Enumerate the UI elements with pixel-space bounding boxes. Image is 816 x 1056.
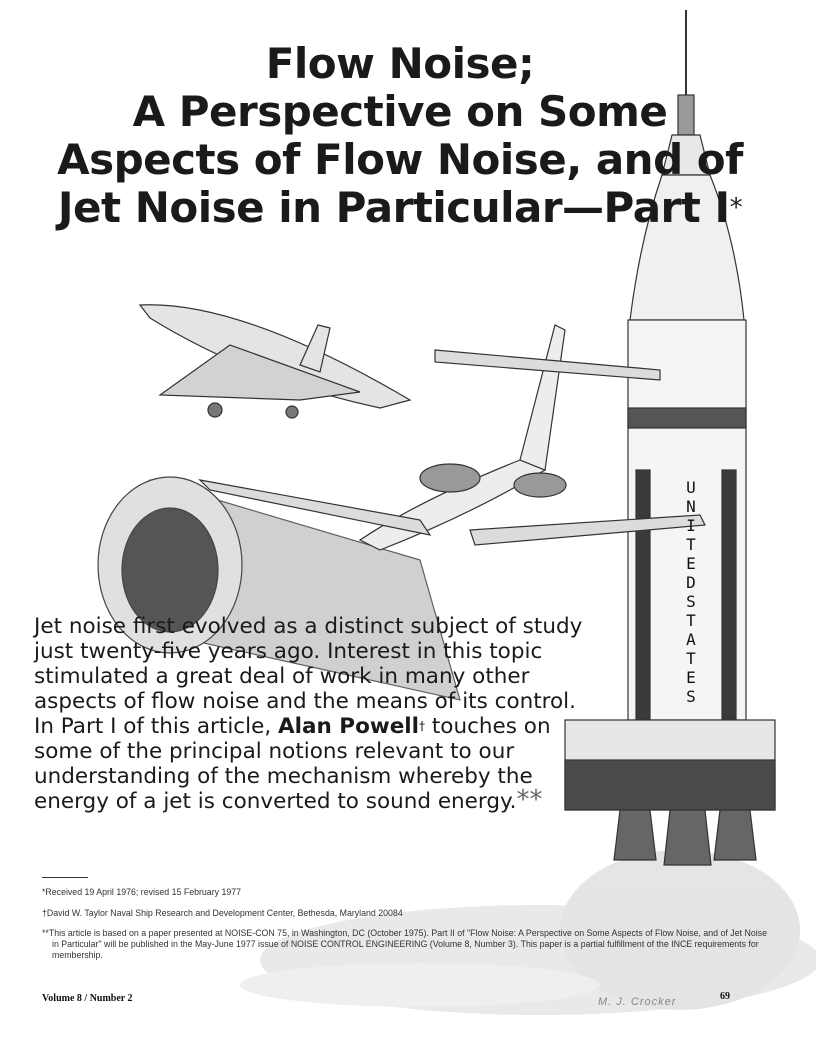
author-footnote-marker: † — [419, 719, 426, 733]
page-number: 69 — [720, 991, 730, 1002]
rocket-letter: S — [686, 592, 696, 611]
title-line-3: Aspects of Flow Noise, and of — [57, 135, 743, 184]
footnote-affiliation: †David W. Taylor Naval Ship Research and Development Center, Bethesda, Maryland 20084 — [42, 908, 403, 918]
rocket-letter: U — [686, 478, 696, 497]
rocket-letter: I — [686, 516, 696, 535]
lead-text-after: touches on some of the principal notions relevant to our understanding of the mechanism whereby the energy of a jet is converted to sound energy. — [34, 714, 551, 814]
title-line-2: A Perspective on Some — [132, 87, 668, 136]
rocket-letter: E — [686, 668, 696, 687]
title-line-4-text: Jet Noise in Particular—Part I — [57, 183, 730, 232]
author-name: Alan Powell — [278, 714, 420, 739]
rocket-letter: T — [686, 649, 696, 668]
rocket-letter: T — [686, 535, 696, 554]
rocket-letter: N — [686, 497, 696, 516]
artist-signature: M. J. Crocker — [598, 996, 677, 1008]
title-footnote-marker: * — [729, 193, 743, 223]
lead-paragraph — [34, 614, 594, 814]
volume-label: Volume 8 / Number 2 — [42, 993, 133, 1004]
title-line-4 — [20, 184, 780, 232]
rocket-lettering — [680, 478, 702, 706]
article-title — [20, 40, 780, 232]
lead-text-before: Jet noise first evolved as a distinct subject of study just twenty-five years ago. Interest in this topic stimulated a great deal of work in many other aspects of flow noise and the means of its control. In Part I of this article, — [34, 614, 583, 739]
footnote-received: *Received 19 April 1976; revised 15 February 1977 — [42, 887, 242, 897]
rocket-letter: D — [686, 573, 696, 592]
rocket-letter: T — [686, 611, 696, 630]
footnote-paper-note: **This article is based on a paper presented at NOISE-CON 75, in Washington, DC (October 1975). Part II of "Flow Noise: A Perspective on Some Aspects of Flow Noise, and of Jet Noise in Particular" will be published in the May-June 1977 issue of NOISE CONTROL ENGINEERING (Volume 8, Number 3). This paper is a partial fulfillment of the INCE requirements for membership. — [42, 928, 767, 960]
rocket-letter: E — [686, 554, 696, 573]
footnote-rule — [42, 877, 88, 878]
supersonic-airliner — [140, 305, 410, 418]
rocket-letter: S — [686, 687, 696, 706]
rocket-letter: A — [686, 630, 696, 649]
title-line-1: Flow Noise; — [265, 39, 535, 88]
lead-footnote-marker: ** — [516, 785, 543, 815]
